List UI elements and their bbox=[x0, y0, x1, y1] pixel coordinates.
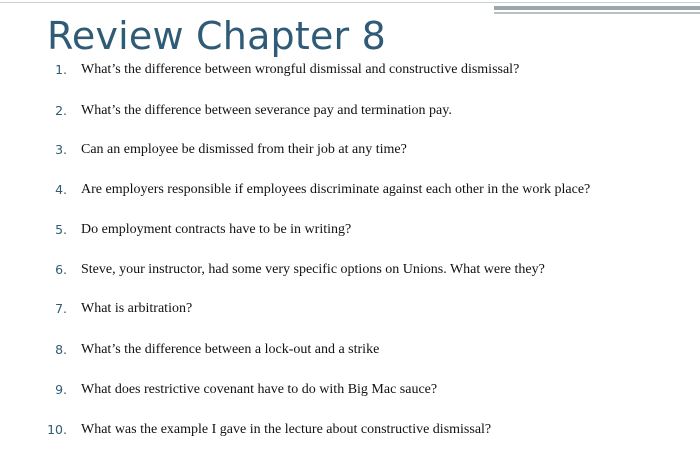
question-item bbox=[0, 297, 700, 321]
slide-title: Review Chapter 8 bbox=[47, 14, 387, 58]
question-item bbox=[0, 99, 700, 123]
question-item bbox=[0, 258, 700, 282]
question-item bbox=[0, 178, 700, 202]
question-number: 4. bbox=[55, 182, 67, 197]
question-number: 3. bbox=[55, 142, 67, 157]
question-text: What’s the difference between wrongful dismissal and constructive dismissal? bbox=[81, 62, 520, 77]
question-number: 7. bbox=[55, 301, 67, 316]
top-divider-line bbox=[0, 2, 700, 3]
question-item bbox=[0, 338, 700, 362]
question-number: 2. bbox=[55, 103, 67, 118]
question-text: Steve, your instructor, had some very specific options on Unions. What were they? bbox=[81, 262, 545, 277]
question-text: What does restrictive covenant have to do with Big Mac sauce? bbox=[81, 382, 438, 397]
question-text: Do employment contracts have to be in writing? bbox=[81, 222, 352, 237]
header-accent-bar-secondary bbox=[494, 12, 700, 14]
question-number: 9. bbox=[55, 382, 67, 397]
question-item bbox=[0, 58, 700, 82]
question-text: What was the example I gave in the lecture about constructive dismissal? bbox=[81, 422, 492, 437]
question-text: What is arbitration? bbox=[81, 301, 193, 316]
question-number: 8. bbox=[55, 342, 67, 357]
question-number: 5. bbox=[55, 222, 67, 237]
question-number: 6. bbox=[55, 262, 67, 277]
question-item bbox=[0, 378, 700, 402]
question-text: What’s the difference between severance pay and termination pay. bbox=[81, 103, 452, 118]
question-item bbox=[0, 218, 700, 242]
question-text: Are employers responsible if employees discriminate against each other in the work place? bbox=[81, 182, 591, 197]
header-accent-bar bbox=[494, 6, 700, 10]
question-text: What’s the difference between a lock-out and a strike bbox=[81, 342, 380, 357]
question-item bbox=[0, 138, 700, 162]
question-item bbox=[0, 418, 700, 442]
question-text: Can an employee be dismissed from their job at any time? bbox=[81, 142, 407, 157]
question-number: 1. bbox=[55, 62, 67, 77]
question-number: 10. bbox=[47, 422, 67, 437]
